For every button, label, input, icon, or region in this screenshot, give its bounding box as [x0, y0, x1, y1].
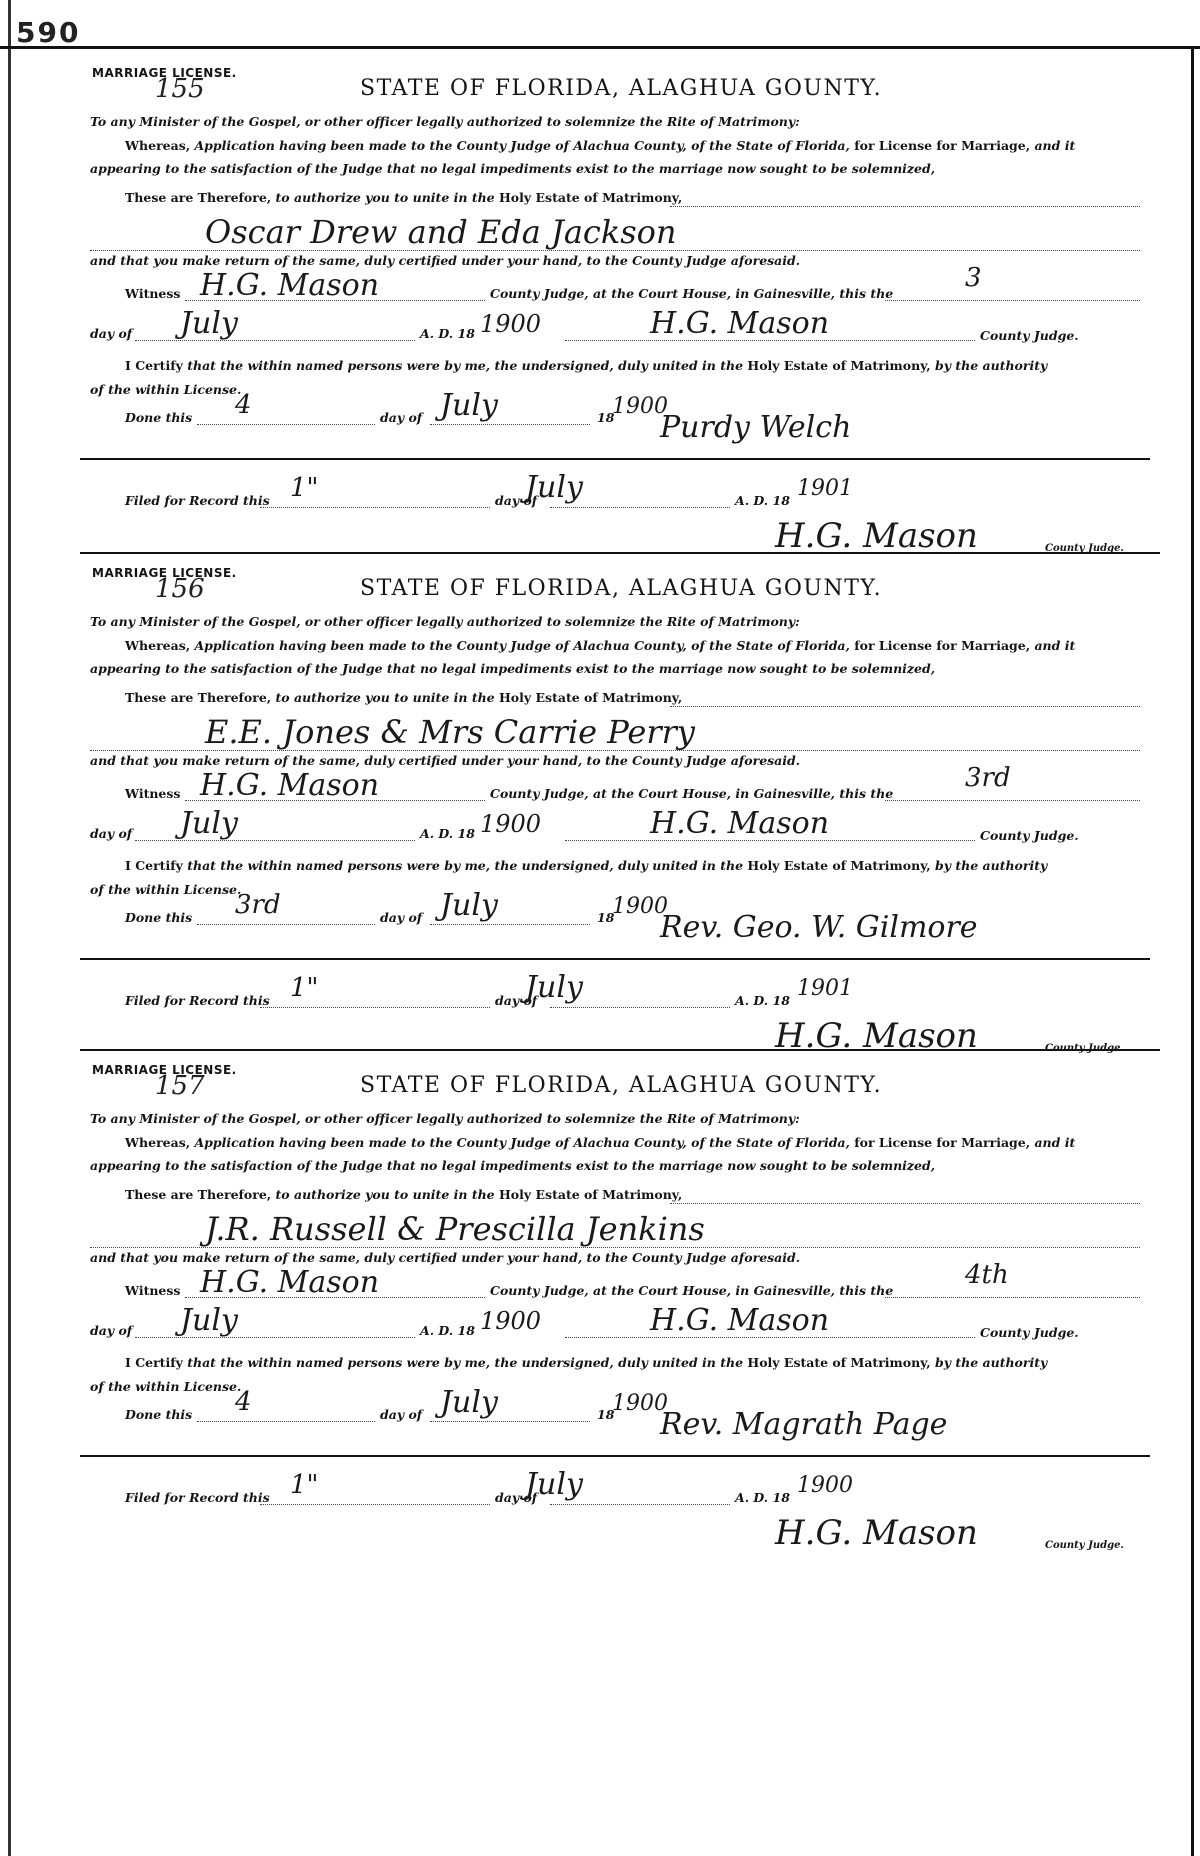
- done-day-rule: [197, 424, 375, 425]
- intro-text: To any Minister of the Gospel, or other officer legally authorized to solemnize the Rite of Matrimony:: [90, 114, 800, 129]
- filed-day-rule: [260, 1504, 490, 1505]
- holy-estate-text: Holy Estate of Matrimony,: [499, 190, 683, 205]
- county-judge-label: County Judge.: [980, 828, 1079, 843]
- filed-year: 1900: [797, 1473, 853, 1498]
- judge-signature: H.G. Mason: [650, 1303, 830, 1338]
- filed-ad-label: A. D. 18: [735, 1490, 790, 1505]
- issue-month-rule: [135, 340, 415, 341]
- filed-year: 1901: [797, 976, 853, 1001]
- witness-signature: H.G. Mason: [200, 768, 380, 803]
- witness-label: Witness: [125, 1283, 181, 1298]
- filed-month-rule: [550, 1007, 730, 1008]
- whereas-word: Whereas,: [125, 1135, 191, 1150]
- filed-day-rule: [260, 507, 490, 508]
- filed-signature: H.G. Mason: [775, 516, 978, 556]
- return-text: and that you make return of the same, duly certified under your hand, to the County Judge aforesaid.: [90, 253, 801, 268]
- witness-signature: H.G. Mason: [200, 1265, 380, 1300]
- intro-text: To any Minister of the Gospel, or other officer legally authorized to solemnize the Rite of Matrimony:: [90, 1111, 800, 1126]
- done-month-rule: [430, 924, 590, 925]
- county-judge-small-label: County Judge.: [1045, 543, 1124, 554]
- done-month: July: [440, 388, 498, 423]
- judge-signature: H.G. Mason: [650, 306, 830, 341]
- done-this-label: Done this: [125, 1407, 193, 1422]
- issue-month: July: [180, 1303, 238, 1338]
- certify-text-c: by the authority: [934, 358, 1048, 373]
- certify-text-b: Holy Estate of Matrimony,: [747, 858, 931, 873]
- parties-names: J.R. Russell & Prescilla Jenkins: [205, 1210, 705, 1248]
- parties-rule: [90, 250, 1140, 251]
- county-judge-small-label: County Judge.: [1045, 1540, 1124, 1551]
- holy-estate-text: Holy Estate of Matrimony,: [499, 690, 683, 705]
- filed-year: 1901: [797, 476, 853, 501]
- filed-separator: [80, 1455, 1150, 1457]
- filed-day: 1": [290, 473, 319, 503]
- within-license-text: of the within License.: [90, 882, 242, 897]
- appearing-text: appearing to the satisfaction of the Judge that no legal impediments exist to the marriage now sought to be solemnized,: [90, 1158, 936, 1173]
- done-year: 1900: [612, 894, 668, 919]
- county-judge-label: County Judge.: [980, 1325, 1079, 1340]
- return-text: and that you make return of the same, duly certified under your hand, to the County Judge aforesaid.: [90, 753, 801, 768]
- witness-label: Witness: [125, 286, 181, 301]
- these-are-word: These are Therefore,: [125, 1187, 272, 1202]
- done-eighteen: 18: [597, 410, 615, 425]
- issue-month: July: [180, 806, 238, 841]
- filed-ad-label: A. D. 18: [735, 993, 790, 1008]
- whereas-word: Whereas,: [125, 138, 191, 153]
- done-day-rule: [197, 1421, 375, 1422]
- witness-label: Witness: [125, 786, 181, 801]
- parties-names: Oscar Drew and Eda Jackson: [205, 213, 677, 251]
- certify-text-a: that the within named persons were by me, the undersigned, duly united in the: [187, 358, 744, 373]
- issue-day-rule: [885, 800, 1140, 801]
- whereas-text-b: for License for Marriage,: [854, 1135, 1031, 1150]
- done-eighteen: 18: [597, 910, 615, 925]
- appearing-text: appearing to the satisfaction of the Judge that no legal impediments exist to the marriage now sought to be solemnized,: [90, 661, 936, 676]
- license-label: MARRIAGE LICENSE.: [92, 1063, 237, 1077]
- county-judge-small-label: County Judge.: [1045, 1043, 1124, 1054]
- ad-label: A. D. 18: [420, 326, 475, 341]
- filed-label: Filed for Record this: [125, 493, 270, 508]
- done-day-of-label: day of: [380, 1407, 423, 1422]
- done-day-of-label: day of: [380, 410, 423, 425]
- witness-rule: [185, 800, 485, 801]
- done-this-label: Done this: [125, 410, 193, 425]
- issue-day: 4th: [965, 1260, 1009, 1290]
- authorize-text: to authorize you to unite in the: [275, 190, 495, 205]
- filed-month: July: [525, 970, 583, 1005]
- certify-line: [125, 358, 1047, 373]
- officiant-signature: Rev. Geo. W. Gilmore: [660, 910, 978, 945]
- done-month-rule: [430, 1421, 590, 1422]
- county-judge-at-text: County Judge, at the Court House, in Gainesville, this the: [490, 1283, 894, 1298]
- whereas-text-b: for License for Marriage,: [854, 138, 1031, 153]
- record-separator: [80, 552, 1160, 554]
- filed-label: Filed for Record this: [125, 1490, 270, 1505]
- whereas-text-c: and it: [1034, 638, 1076, 653]
- done-month-rule: [430, 424, 590, 425]
- done-day-of-label: day of: [380, 910, 423, 925]
- done-day-rule: [197, 924, 375, 925]
- authorize-rule: [670, 706, 1140, 707]
- license-label: MARRIAGE LICENSE.: [92, 566, 237, 580]
- whereas-text-c: and it: [1034, 138, 1076, 153]
- filed-separator: [80, 958, 1150, 960]
- witness-rule: [185, 1297, 485, 1298]
- license-number: 157: [155, 1071, 205, 1101]
- done-year: 1900: [612, 394, 668, 419]
- county-judge-at-text: County Judge, at the Court House, in Gainesville, this the: [490, 286, 894, 301]
- judge-signature: H.G. Mason: [650, 806, 830, 841]
- done-year: 1900: [612, 1391, 668, 1416]
- parties-rule: [90, 750, 1140, 751]
- certify-line: [125, 1355, 1047, 1370]
- filed-day-of-label: day of: [495, 493, 538, 508]
- these-are-word: These are Therefore,: [125, 190, 272, 205]
- ad-label: A. D. 18: [420, 826, 475, 841]
- within-license-text: of the within License.: [90, 382, 242, 397]
- authorize-text: to authorize you to unite in the: [275, 690, 495, 705]
- officiant-signature: Rev. Magrath Page: [660, 1407, 948, 1442]
- filed-month-rule: [550, 1504, 730, 1505]
- these-are-word: These are Therefore,: [125, 690, 272, 705]
- appearing-text: appearing to the satisfaction of the Judge that no legal impediments exist to the marriage now sought to be solemnized,: [90, 161, 936, 176]
- holy-estate-text: Holy Estate of Matrimony,: [499, 1187, 683, 1202]
- marriage-license-record: [85, 1045, 1145, 1645]
- certify-text-b: Holy Estate of Matrimony,: [747, 1355, 931, 1370]
- judge-rule: [565, 340, 975, 341]
- done-month: July: [440, 888, 498, 923]
- certify-word: I Certify: [125, 358, 183, 373]
- certify-text-c: by the authority: [934, 858, 1048, 873]
- page-number: 590: [16, 16, 81, 49]
- county-title: STATE OF FLORIDA, ALAGHUA GOUNTY.: [360, 76, 883, 101]
- certify-text-c: by the authority: [934, 1355, 1048, 1370]
- certify-line: [125, 858, 1047, 873]
- license-label: MARRIAGE LICENSE.: [92, 66, 237, 80]
- these-are-line: [125, 690, 682, 705]
- authorize-rule: [670, 206, 1140, 207]
- day-of-label: day of: [90, 326, 133, 341]
- day-of-label: day of: [90, 1323, 133, 1338]
- issue-day: 3rd: [965, 763, 1011, 793]
- issue-year: 1900: [480, 310, 542, 338]
- whereas-text-a: Application having been made to the County Judge of Alachua County, of the State of Florida,: [194, 638, 850, 653]
- whereas-word: Whereas,: [125, 638, 191, 653]
- filed-day-of-label: day of: [495, 993, 538, 1008]
- certify-text-b: Holy Estate of Matrimony,: [747, 358, 931, 373]
- filed-label: Filed for Record this: [125, 993, 270, 1008]
- filed-month-rule: [550, 507, 730, 508]
- these-are-line: [125, 190, 682, 205]
- return-text: and that you make return of the same, duly certified under your hand, to the County Judge aforesaid.: [90, 1250, 801, 1265]
- done-day: 4: [235, 390, 252, 420]
- filed-separator: [80, 458, 1150, 460]
- county-title: STATE OF FLORIDA, ALAGHUA GOUNTY.: [360, 1073, 883, 1098]
- issue-month-rule: [135, 840, 415, 841]
- within-license-text: of the within License.: [90, 1379, 242, 1394]
- judge-rule: [565, 840, 975, 841]
- issue-day-rule: [885, 1297, 1140, 1298]
- record-separator: [80, 1049, 1160, 1051]
- ad-label: A. D. 18: [420, 1323, 475, 1338]
- license-number: 156: [155, 574, 205, 604]
- page-left-edge: [8, 0, 11, 1856]
- authorize-rule: [670, 1203, 1140, 1204]
- filed-day-of-label: day of: [495, 1490, 538, 1505]
- issue-day-rule: [885, 300, 1140, 301]
- filed-month: July: [525, 470, 583, 505]
- whereas-text-c: and it: [1034, 1135, 1076, 1150]
- parties-rule: [90, 1247, 1140, 1248]
- issue-day: 3: [965, 263, 982, 293]
- done-this-label: Done this: [125, 910, 193, 925]
- witness-signature: H.G. Mason: [200, 268, 380, 303]
- issue-year: 1900: [480, 810, 542, 838]
- page-right-rule: [1191, 46, 1194, 1856]
- filed-day: 1": [290, 973, 319, 1003]
- filed-signature: H.G. Mason: [775, 1016, 978, 1056]
- done-eighteen: 18: [597, 1407, 615, 1422]
- whereas-text-a: Application having been made to the County Judge of Alachua County, of the State of Florida,: [194, 138, 850, 153]
- intro-text: To any Minister of the Gospel, or other officer legally authorized to solemnize the Rite of Matrimony:: [90, 614, 800, 629]
- filed-day: 1": [290, 1470, 319, 1500]
- whereas-line: [125, 138, 1075, 153]
- issue-year: 1900: [480, 1307, 542, 1335]
- issue-month-rule: [135, 1337, 415, 1338]
- filed-ad-label: A. D. 18: [735, 493, 790, 508]
- county-title: STATE OF FLORIDA, ALAGHUA GOUNTY.: [360, 576, 883, 601]
- county-judge-at-text: County Judge, at the Court House, in Gainesville, this the: [490, 786, 894, 801]
- certify-word: I Certify: [125, 1355, 183, 1370]
- filed-month: July: [525, 1467, 583, 1502]
- whereas-line: [125, 1135, 1075, 1150]
- these-are-line: [125, 1187, 682, 1202]
- issue-month: July: [180, 306, 238, 341]
- county-judge-label: County Judge.: [980, 328, 1079, 343]
- authorize-text: to authorize you to unite in the: [275, 1187, 495, 1202]
- whereas-text-b: for License for Marriage,: [854, 638, 1031, 653]
- license-number: 155: [155, 74, 205, 104]
- filed-signature: H.G. Mason: [775, 1513, 978, 1553]
- done-day: 4: [235, 1387, 252, 1417]
- done-month: July: [440, 1385, 498, 1420]
- certify-word: I Certify: [125, 858, 183, 873]
- certify-text-a: that the within named persons were by me, the undersigned, duly united in the: [187, 858, 744, 873]
- done-day: 3rd: [235, 890, 281, 920]
- witness-rule: [185, 300, 485, 301]
- day-of-label: day of: [90, 826, 133, 841]
- filed-day-rule: [260, 1007, 490, 1008]
- parties-names: E.E. Jones & Mrs Carrie Perry: [205, 713, 695, 751]
- judge-rule: [565, 1337, 975, 1338]
- certify-text-a: that the within named persons were by me, the undersigned, duly united in the: [187, 1355, 744, 1370]
- whereas-text-a: Application having been made to the County Judge of Alachua County, of the State of Florida,: [194, 1135, 850, 1150]
- whereas-line: [125, 638, 1075, 653]
- officiant-signature: Purdy Welch: [660, 410, 852, 445]
